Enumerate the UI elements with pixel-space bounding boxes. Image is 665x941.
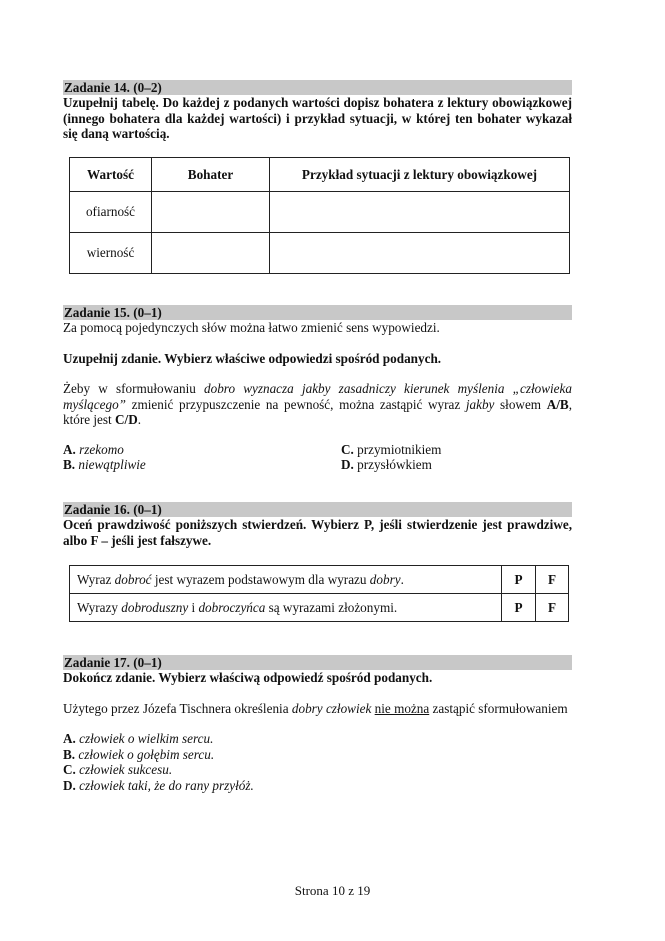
sentence-word: jakby	[465, 396, 495, 412]
option-c[interactable]	[63, 762, 572, 778]
option-text: rzekomo	[79, 441, 124, 457]
statement-cell	[70, 566, 502, 594]
true-option[interactable]: P	[502, 566, 536, 594]
task-17	[63, 655, 572, 793]
sentence-text: zastąpić sformułowaniem	[429, 700, 568, 716]
task-15-intro: Za pomocą pojedynczych słów można łatwo zmienić sens wypowiedzi.	[63, 320, 440, 335]
option-letter: D.	[341, 457, 354, 472]
example-input-cell[interactable]	[270, 233, 570, 274]
table-header-example: Przykład sytuacji z lektury obowiązkowej	[270, 158, 570, 192]
option-letter: C.	[341, 441, 354, 457]
task-16-instruction: Oceń prawdziwość poniższych stwierdzeń. Wybierz P, jeśli stwierdzenie jest prawdziwe, albo F – jeśli jest fałszywe.	[63, 517, 572, 548]
statement-text: i	[188, 599, 199, 615]
statement-word: dobroduszny	[121, 599, 189, 615]
statement-word: dobry	[369, 571, 401, 587]
hero-input-cell[interactable]	[152, 192, 270, 233]
option-letter: B.	[63, 746, 76, 762]
sentence-text: Żeby w sformułowaniu	[63, 381, 205, 396]
page-number: Strona 10 z 19	[294, 883, 371, 898]
task-15-sentence	[63, 381, 572, 428]
task-14	[63, 80, 572, 142]
option-d[interactable]	[63, 778, 572, 794]
option-d[interactable]	[341, 457, 441, 473]
option-text: przysłówkiem	[357, 457, 432, 472]
blank-ab: A/B	[546, 396, 569, 412]
table-header-value: Wartość	[70, 158, 152, 192]
hero-input-cell[interactable]	[152, 233, 270, 274]
option-a[interactable]	[63, 442, 146, 458]
example-input-cell[interactable]	[270, 192, 570, 233]
option-b[interactable]	[63, 457, 146, 473]
option-text: człowiek o wielkim sercu.	[79, 731, 214, 746]
task-17-options	[63, 731, 572, 793]
option-letter: C.	[63, 762, 76, 777]
task-16-table	[69, 565, 569, 622]
statement-text: są wyrazami złożonymi.	[265, 599, 398, 615]
task-15-header: Zadanie 15. (0–1)	[63, 305, 572, 320]
table-row	[70, 192, 570, 233]
option-b[interactable]	[63, 747, 572, 763]
table-row	[70, 594, 569, 622]
statement-word: dobroczyńca	[198, 599, 266, 615]
option-text: niewątpliwie	[78, 457, 146, 472]
task-14-header: Zadanie 14. (0–2)	[63, 80, 572, 95]
sentence-quote: dobro wyznacza jakby zasadniczy kierunek myślenia „człowieka myślącego”	[63, 381, 572, 412]
sentence-text: , które jest	[63, 396, 572, 427]
blank-cd: C/D	[115, 412, 138, 427]
sentence-phrase: dobry człowiek	[291, 700, 372, 716]
task-16-header: Zadanie 16. (0–1)	[63, 502, 572, 517]
task-17-header: Zadanie 17. (0–1)	[63, 655, 572, 670]
statement-text: .	[400, 571, 404, 587]
option-text: człowiek taki, że do rany przyłóż.	[79, 777, 254, 793]
task-15-options	[63, 442, 572, 474]
statement-text: Wyraz	[77, 571, 115, 587]
table-row	[70, 566, 569, 594]
statement-text: jest wyrazem podstawowym dla wyrazu	[151, 571, 370, 587]
task-17-sentence	[63, 701, 572, 717]
option-letter: D.	[63, 777, 76, 793]
sentence-text: zmienić przypuszczenie na pewność, można zastąpić wyraz	[126, 396, 466, 412]
task-15-instruction: Uzupełnij zdanie. Wybierz właściwe odpowiedzi spośród podanych.	[63, 350, 442, 366]
option-letter: B.	[63, 457, 76, 472]
option-text: człowiek o gołębim sercu.	[78, 746, 215, 762]
option-text: przymiotnikiem	[357, 441, 442, 457]
value-cell: wierność	[70, 233, 152, 274]
task-17-instruction: Dokończ zdanie. Wybierz właściwą odpowiedź spośród podanych.	[63, 670, 433, 685]
task-14-instruction: Uzupełnij tabelę. Do każdej z podanych wartości dopisz bohatera z lektury obowiązkowej (innego bohatera dla każdej wartości) i przykład sytuacji, w której ten bohater wykazał się daną wartością.	[63, 95, 572, 141]
sentence-text: .	[137, 412, 142, 427]
statement-cell	[70, 594, 502, 622]
false-option[interactable]: F	[536, 594, 569, 622]
task-16	[63, 502, 572, 548]
task-15	[63, 305, 572, 474]
table-header-hero: Bohater	[152, 158, 270, 192]
sentence-text: Użytego przez Józefa Tischnera określenia	[63, 700, 292, 716]
option-letter: A.	[63, 731, 76, 746]
false-option[interactable]: F	[536, 566, 569, 594]
table-row	[70, 233, 570, 274]
statement-text: Wyrazy	[77, 599, 122, 615]
option-c[interactable]	[341, 442, 441, 458]
sentence-emphasis: nie można	[374, 700, 430, 716]
true-option[interactable]: P	[502, 594, 536, 622]
sentence-text: słowem	[494, 396, 547, 412]
option-a[interactable]	[63, 731, 572, 747]
value-cell: ofiarność	[70, 192, 152, 233]
option-text: człowiek sukcesu.	[79, 762, 173, 777]
option-letter: A.	[63, 441, 76, 457]
task-14-table	[69, 157, 570, 274]
statement-word: dobroć	[114, 571, 152, 587]
